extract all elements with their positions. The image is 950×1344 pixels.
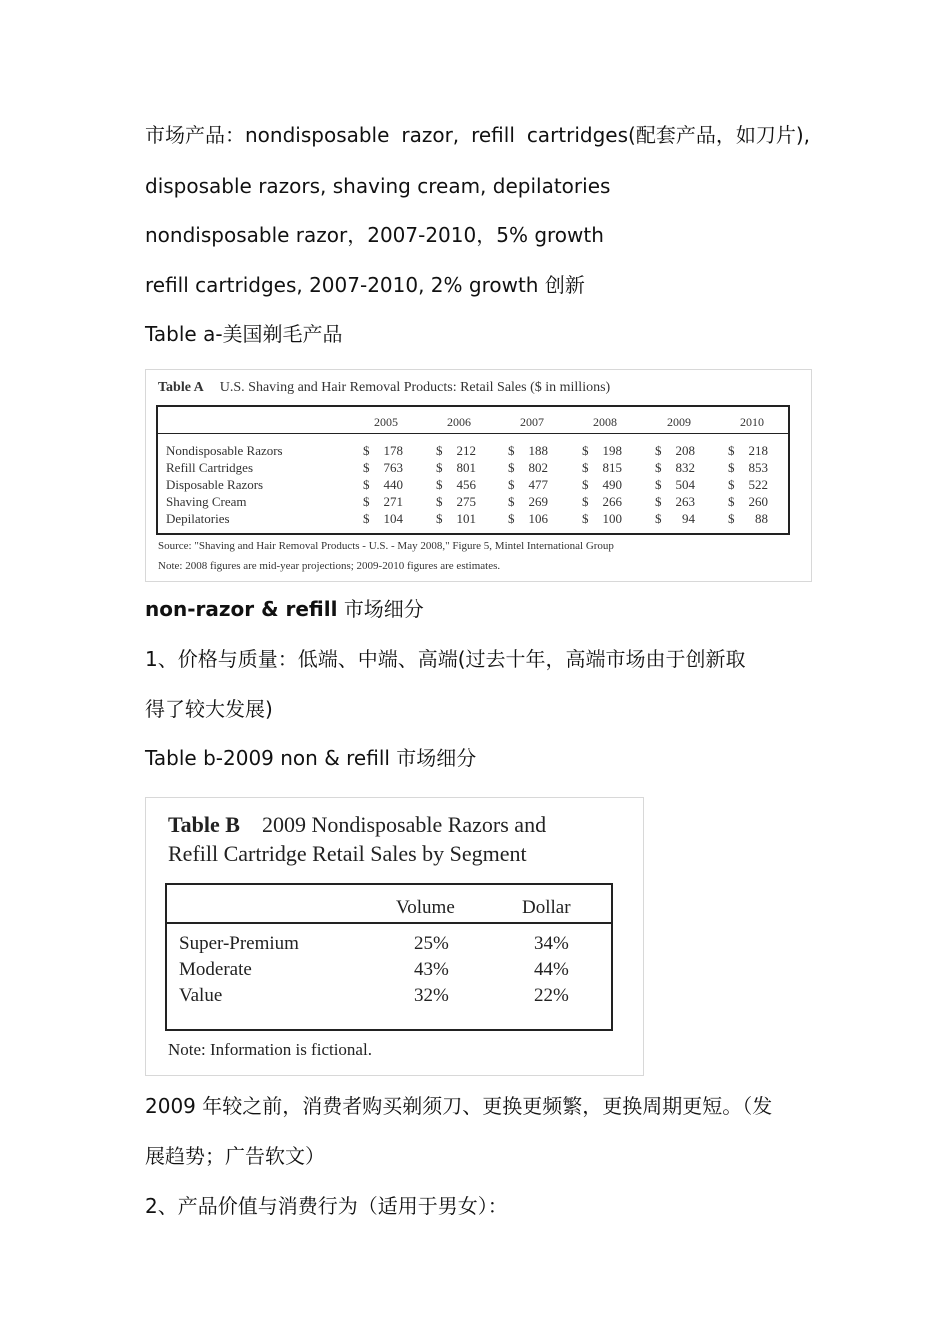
currency-symbol: $	[363, 443, 370, 458]
text-segment: 市场产品：nondisposable	[145, 123, 390, 147]
table-a-cell: 263	[675, 494, 695, 509]
text-segment: 1、价格与质量：低端、中端、高端(过去十年，高端市场由于创新取	[145, 647, 746, 671]
text-segment: cartridges(配套产品，如刀片),	[526, 123, 810, 147]
table-a-cell: 456	[456, 477, 476, 492]
text-segment: refill	[471, 123, 515, 147]
table-a-cell: 815	[602, 460, 622, 475]
table-b-grid	[165, 883, 613, 1031]
table-a-cell: 188	[528, 443, 548, 458]
currency-symbol: $	[436, 511, 443, 526]
heading-rest: 市场细分	[343, 597, 424, 621]
year-header: 2007	[520, 415, 544, 429]
heading-segmentation	[145, 597, 424, 621]
table-a-cell: 522	[748, 477, 768, 492]
paragraph-nondisposable-growth: nondisposable razor，2007-2010，5% growth	[145, 223, 604, 247]
table-a-cell: 94	[682, 511, 695, 526]
table-a-cell: 104	[383, 511, 403, 526]
table-a-cell: 802	[528, 460, 548, 475]
paragraph-consumer-trend-cont: 展趋势；广告软文）	[145, 1144, 325, 1168]
header-divider	[158, 433, 788, 434]
table-a-row-label: Refill Cartridges	[166, 460, 254, 475]
column-header-volume: Volume	[396, 897, 455, 918]
table-a-row-label: Disposable Razors	[166, 477, 264, 492]
currency-symbol: $	[655, 460, 662, 475]
table-a-title	[158, 380, 610, 396]
text-segment: 2009 年较之前，消费者购买剃须刀、更换更频繁，更换周期更短。（发	[145, 1094, 773, 1118]
currency-symbol: $	[655, 477, 662, 492]
currency-symbol: $	[363, 460, 370, 475]
table-a-grid	[156, 405, 790, 535]
currency-symbol: $	[508, 443, 515, 458]
currency-symbol: $	[582, 494, 589, 509]
paragraph-products-cont: disposable razors, shaving cream, depilatories	[145, 174, 611, 198]
table-b-row-label: Moderate	[179, 959, 252, 980]
column-header-dollar: Dollar	[522, 897, 571, 918]
currency-symbol: $	[582, 460, 589, 475]
paragraph-market-products	[145, 123, 810, 147]
table-a-cell: 440	[383, 477, 403, 492]
header-divider	[167, 922, 611, 924]
table-b-volume-cell: 32%	[414, 985, 449, 1006]
currency-symbol: $	[436, 443, 443, 458]
currency-symbol: $	[728, 511, 735, 526]
caption-table-a: Table a-美国剃毛产品	[145, 322, 343, 346]
currency-symbol: $	[363, 494, 370, 509]
table-a-row-label: Shaving Cream	[166, 494, 247, 509]
table-a-cell: 178	[383, 443, 403, 458]
table-a-cell: 504	[675, 477, 695, 492]
table-a-heading: U.S. Shaving and Hair Removal Products: Retail Sales ($ in millions)	[219, 380, 611, 395]
paragraph-refill-growth: refill cartridges, 2007-2010, 2% growth 创新	[145, 273, 585, 297]
currency-symbol: $	[363, 511, 370, 526]
table-a-cell: 275	[456, 494, 476, 509]
year-header: 2006	[447, 415, 471, 429]
table-a-cell: 266	[602, 494, 622, 509]
paragraph-price-quality	[145, 647, 810, 671]
table-a-row-label: Depilatories	[166, 511, 230, 526]
table-a-cell: 88	[755, 511, 768, 526]
currency-symbol: $	[728, 443, 735, 458]
table-b-title-line2: Refill Cartridge Retail Sales by Segment	[168, 841, 527, 866]
currency-symbol: $	[655, 511, 662, 526]
table-a-cell: 106	[528, 511, 548, 526]
table-a-cell: 269	[528, 494, 548, 509]
table-a-cell: 100	[602, 511, 622, 526]
table-a-cell: 208	[675, 443, 695, 458]
table-b-dollar-cell: 44%	[534, 959, 569, 980]
table-b-heading: 2009 Nondisposable Razors and	[261, 812, 547, 837]
table-a-image	[145, 369, 812, 582]
currency-symbol: $	[655, 443, 662, 458]
table-a-label: Table A	[158, 380, 204, 395]
table-b-row-label: Value	[179, 985, 223, 1006]
table-a-cell: 490	[602, 477, 622, 492]
currency-symbol: $	[508, 477, 515, 492]
table-b-volume-cell: 43%	[414, 959, 449, 980]
table-a-cell: 101	[456, 511, 476, 526]
year-header: 2009	[667, 415, 691, 429]
table-a-cell: 218	[748, 443, 768, 458]
year-header: 2010	[740, 415, 764, 429]
table-a-cell: 832	[675, 460, 695, 475]
table-a-cell: 212	[456, 443, 476, 458]
table-a-cell: 853	[748, 460, 768, 475]
currency-symbol: $	[582, 477, 589, 492]
currency-symbol: $	[436, 460, 443, 475]
table-a-cell: 763	[383, 460, 403, 475]
caption-table-b: Table b-2009 non & refill 市场细分	[145, 746, 477, 770]
paragraph-consumer-trend	[145, 1094, 810, 1118]
currency-symbol: $	[508, 494, 515, 509]
table-a-cell: 260	[748, 494, 768, 509]
currency-symbol: $	[508, 460, 515, 475]
currency-symbol: $	[728, 460, 735, 475]
table-b-image	[145, 797, 644, 1076]
year-header: 2008	[593, 415, 617, 429]
table-a-row-label: Nondisposable Razors	[166, 443, 283, 458]
currency-symbol: $	[436, 477, 443, 492]
currency-symbol: $	[728, 494, 735, 509]
table-a-cell: 271	[383, 494, 403, 509]
table-a-note: Note: 2008 figures are mid-year projections; 2009-2010 figures are estimates.	[158, 560, 501, 572]
table-a-cell: 198	[602, 443, 622, 458]
table-b-row-label: Super-Premium	[179, 933, 299, 954]
table-b-note: Note: Information is fictional.	[168, 1040, 372, 1059]
table-a-cell: 477	[528, 477, 548, 492]
currency-symbol: $	[655, 494, 662, 509]
currency-symbol: $	[582, 443, 589, 458]
table-b-title-line1	[168, 812, 546, 838]
table-b-volume-cell: 25%	[414, 933, 449, 954]
paragraph-price-quality-cont: 得了较大发展)	[145, 697, 273, 721]
currency-symbol: $	[728, 477, 735, 492]
text-segment: razor,	[401, 123, 460, 147]
year-header: 2005	[374, 415, 398, 429]
table-b-dollar-cell: 34%	[534, 933, 569, 954]
currency-symbol: $	[582, 511, 589, 526]
paragraph-product-value: 2、产品价值与消费行为（适用于男女）：	[145, 1194, 508, 1218]
currency-symbol: $	[508, 511, 515, 526]
currency-symbol: $	[436, 494, 443, 509]
currency-symbol: $	[363, 477, 370, 492]
table-a-source: Source: "Shaving and Hair Removal Products - U.S. - May 2008," Figure 5, Mintel International Group	[158, 540, 614, 552]
table-b-label: Table B	[168, 812, 240, 837]
heading-bold: non-razor & refill	[145, 597, 338, 621]
table-a-cell: 801	[456, 460, 476, 475]
table-b-dollar-cell: 22%	[534, 985, 569, 1006]
